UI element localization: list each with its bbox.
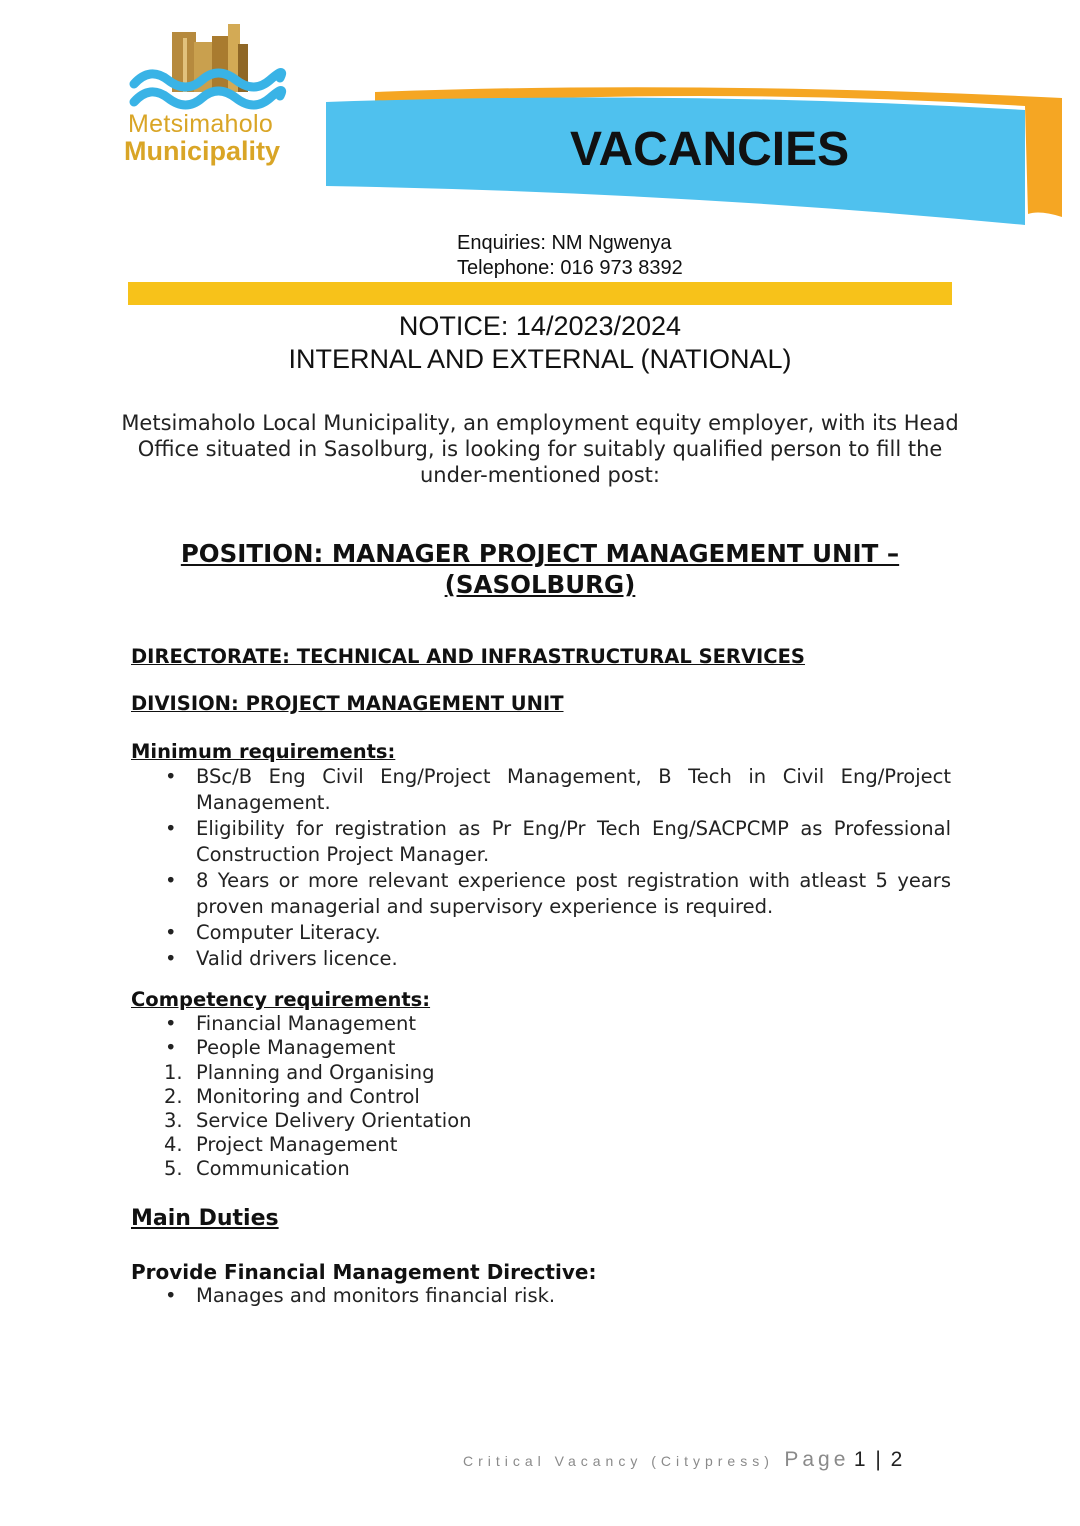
list-item: • Financial Management [165,1012,417,1035]
competency-numbered-list [131,1061,951,1181]
position-title [120,538,960,600]
list-item: 2. Monitoring and Control [164,1085,420,1108]
footer-page-word: Page [784,1448,850,1471]
logo-text-metsimaholo: Metsimaholo [128,110,274,138]
vacancies-title: VACANCIES [570,123,850,176]
notice-number: NOTICE: 14/2023/2024 [398,311,682,341]
minimum-requirements-heading: Minimum requirements: [131,740,396,763]
list-item: • Valid drivers licence. [165,947,398,970]
municipality-logo [120,14,310,174]
division-heading: DIVISION: PROJECT MANAGEMENT UNIT [131,692,564,715]
competency-requirements-heading: Competency requirements: [131,988,431,1011]
bullet-icon: • [165,921,177,944]
list-item: • Computer Literacy. [165,921,381,944]
enquiries-text: Enquiries: NM Ngwenya [457,232,672,254]
list-item: • People Management [165,1036,396,1059]
competency-bullet-list [131,1012,951,1060]
list-item: • Manages and monitors financial risk. [165,1284,556,1307]
footer-page-number: 1 | 2 [853,1448,905,1471]
logo-emblem-icon [120,14,310,114]
notice-scope: INTERNAL AND EXTERNAL (NATIONAL) [288,344,792,374]
list-item: 4. Project Management [164,1133,398,1156]
divider-bar [128,282,952,305]
bullet-icon: • [165,947,177,970]
list-item: 1. Planning and Organising [164,1061,435,1084]
logo-text-municipality: Municipality [124,136,281,166]
directorate-heading: DIRECTORATE: TECHNICAL AND INFRASTRUCTURAL SERVICES [131,645,805,668]
position-title-line2: (SASOLBURG) [444,570,636,599]
bullet-icon: • [165,1284,177,1307]
main-duties-heading: Main Duties [131,1206,279,1231]
list-item: • Eligibility for registration as Pr Eng/Pr Tech Eng/SACPCMP as Professional Construction Project Manager. [165,817,951,866]
bullet-icon: • [165,1036,177,1059]
position-title-line1: POSITION: MANAGER PROJECT MANAGEMENT UNIT – [180,539,900,568]
minimum-requirements-list [131,764,951,972]
list-item: 3. Service Delivery Orientation [164,1109,472,1132]
main-duties-list [131,1283,951,1309]
bullet-icon: • [165,1012,177,1035]
telephone-text: Telephone: 016 973 8392 [457,257,683,279]
bullet-icon: • [165,869,177,892]
financial-directive-heading: Provide Financial Management Directive: [131,1260,597,1284]
list-item: • 8 Years or more relevant experience post registration with atleast 5 years proven managerial and supervisory experience is required. [165,869,951,918]
page-footer [463,1448,904,1472]
bullet-icon: • [165,765,177,788]
intro-paragraph: Metsimaholo Local Municipality, an employment equity employer, with its Head Office situated in Sasolburg, is looking for suitably qualified person to fill the under-mentioned post: [121,411,959,487]
footer-label: Critical Vacancy (Citypress) [463,1453,774,1469]
bullet-icon: • [165,817,177,840]
list-item: • BSc/B Eng Civil Eng/Project Management, B Tech in Civil Eng/Project Management. [165,765,951,814]
list-item: 5. Communication [164,1157,350,1180]
